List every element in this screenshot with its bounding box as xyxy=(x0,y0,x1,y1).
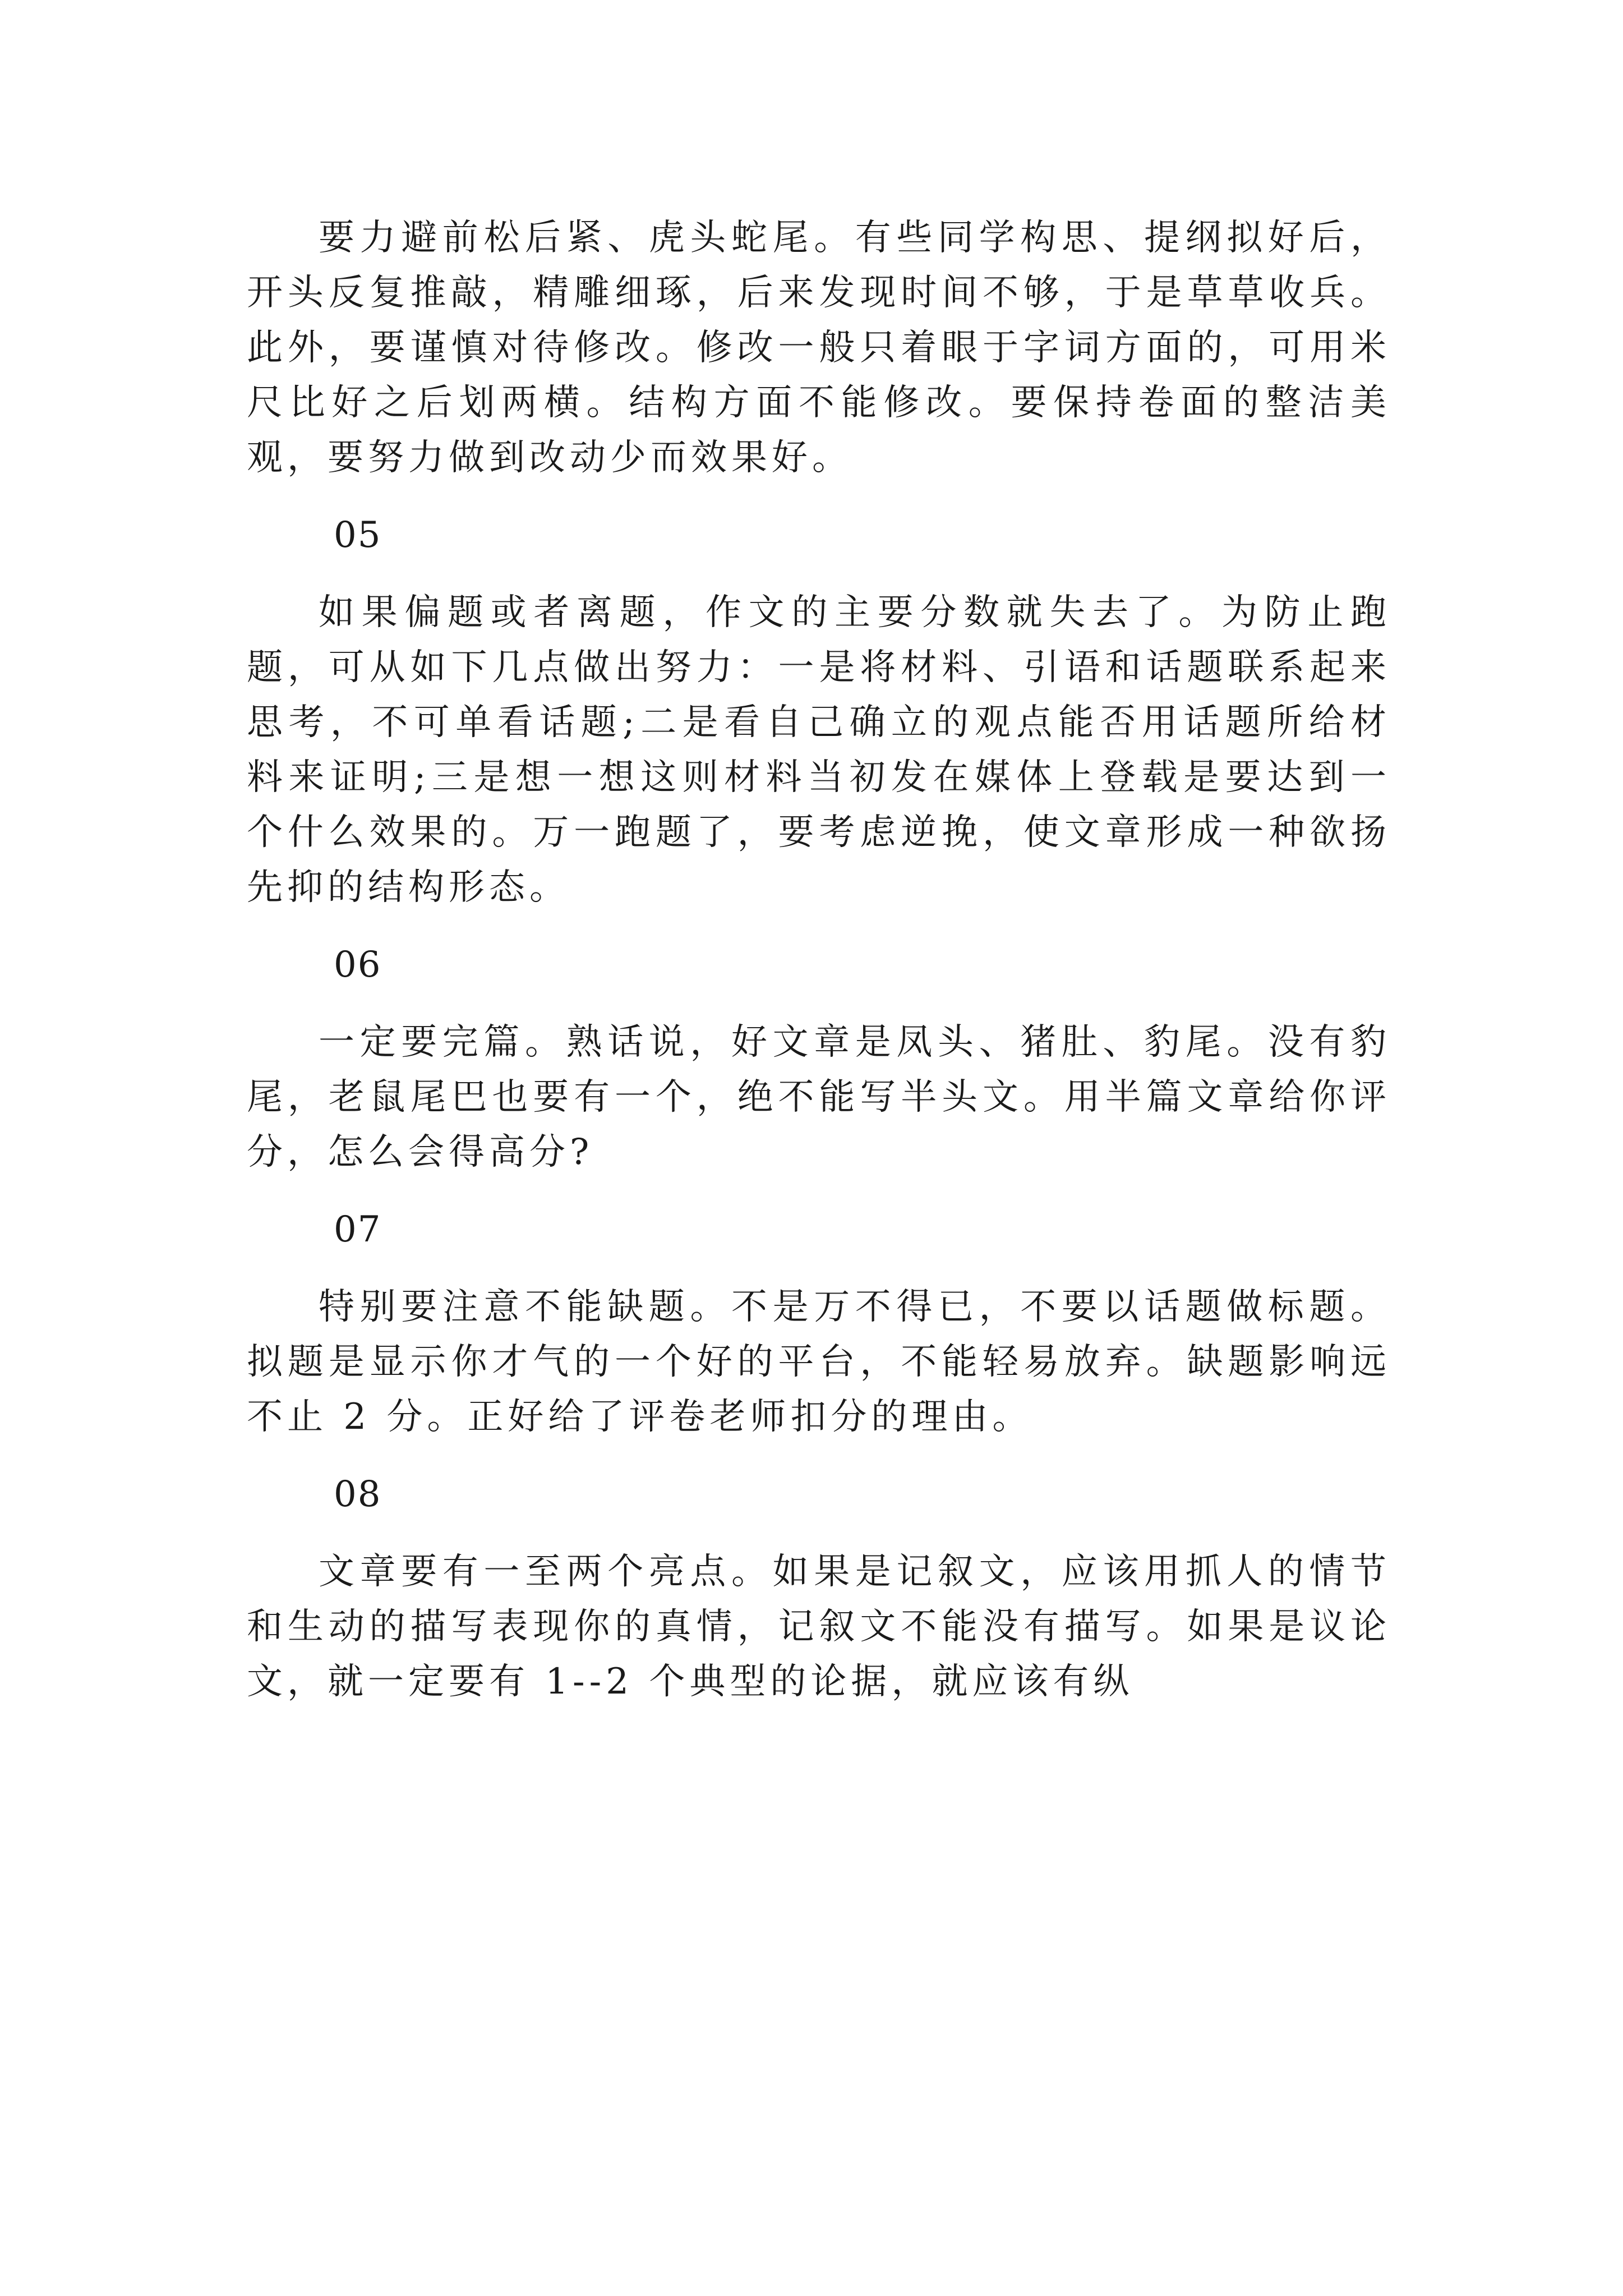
section-number: 07 xyxy=(334,1209,382,1250)
paragraph: 要力避前松后紧、虎头蛇尾。有些同学构思、提纲拟好后，开头反复推敲，精雕细琢，后来发现时间不够，于是草草收兵。此外，要谨慎对待修改。修改一般只着眼于字词方面的，可用米尺比好之后划两横。结构方面不能修改。要保持卷面的整洁美观，要努力做到改动少而效果好。 xyxy=(247,217,1391,478)
section-number: 06 xyxy=(334,944,382,986)
paragraph: 文章要有一至两个亮点。如果是记叙文，应该用抓人的情节和生动的描写表现你的真情，记叙文不能没有描写。如果是议论文，就一定要有 1--2 个典型的论据，就应该有纵 xyxy=(247,1551,1391,1703)
document-body xyxy=(247,210,1391,1709)
paragraph: 一定要完篇。熟话说，好文章是凤头、猪肚、豹尾。没有豹尾，老鼠尾巴也要有一个，绝不能写半头文。用半篇文章给你评分，怎么会得高分? xyxy=(247,1022,1391,1173)
paragraph: 特别要注意不能缺题。不是万不得已，不要以话题做标题。拟题是显示你才气的一个好的平台，不能轻易放弃。缺题影响远不止 2 分。正好给了评卷老师扣分的理由。 xyxy=(247,1286,1391,1438)
paragraph: 如果偏题或者离题，作文的主要分数就失去了。为防止跑题，可从如下几点做出努力：一是将材料、引语和话题联系起来思考，不可单看话题;二是看自己确立的观点能否用话题所给材料来证明;三是想一想这则材料当初发在媒体上登载是要达到一个什么效果的。万一跑题了，要考虑逆挽，使文章形成一种欲扬先抑的结构形态。 xyxy=(247,592,1391,908)
section-number: 08 xyxy=(334,1474,382,1515)
section-number: 05 xyxy=(334,514,382,556)
